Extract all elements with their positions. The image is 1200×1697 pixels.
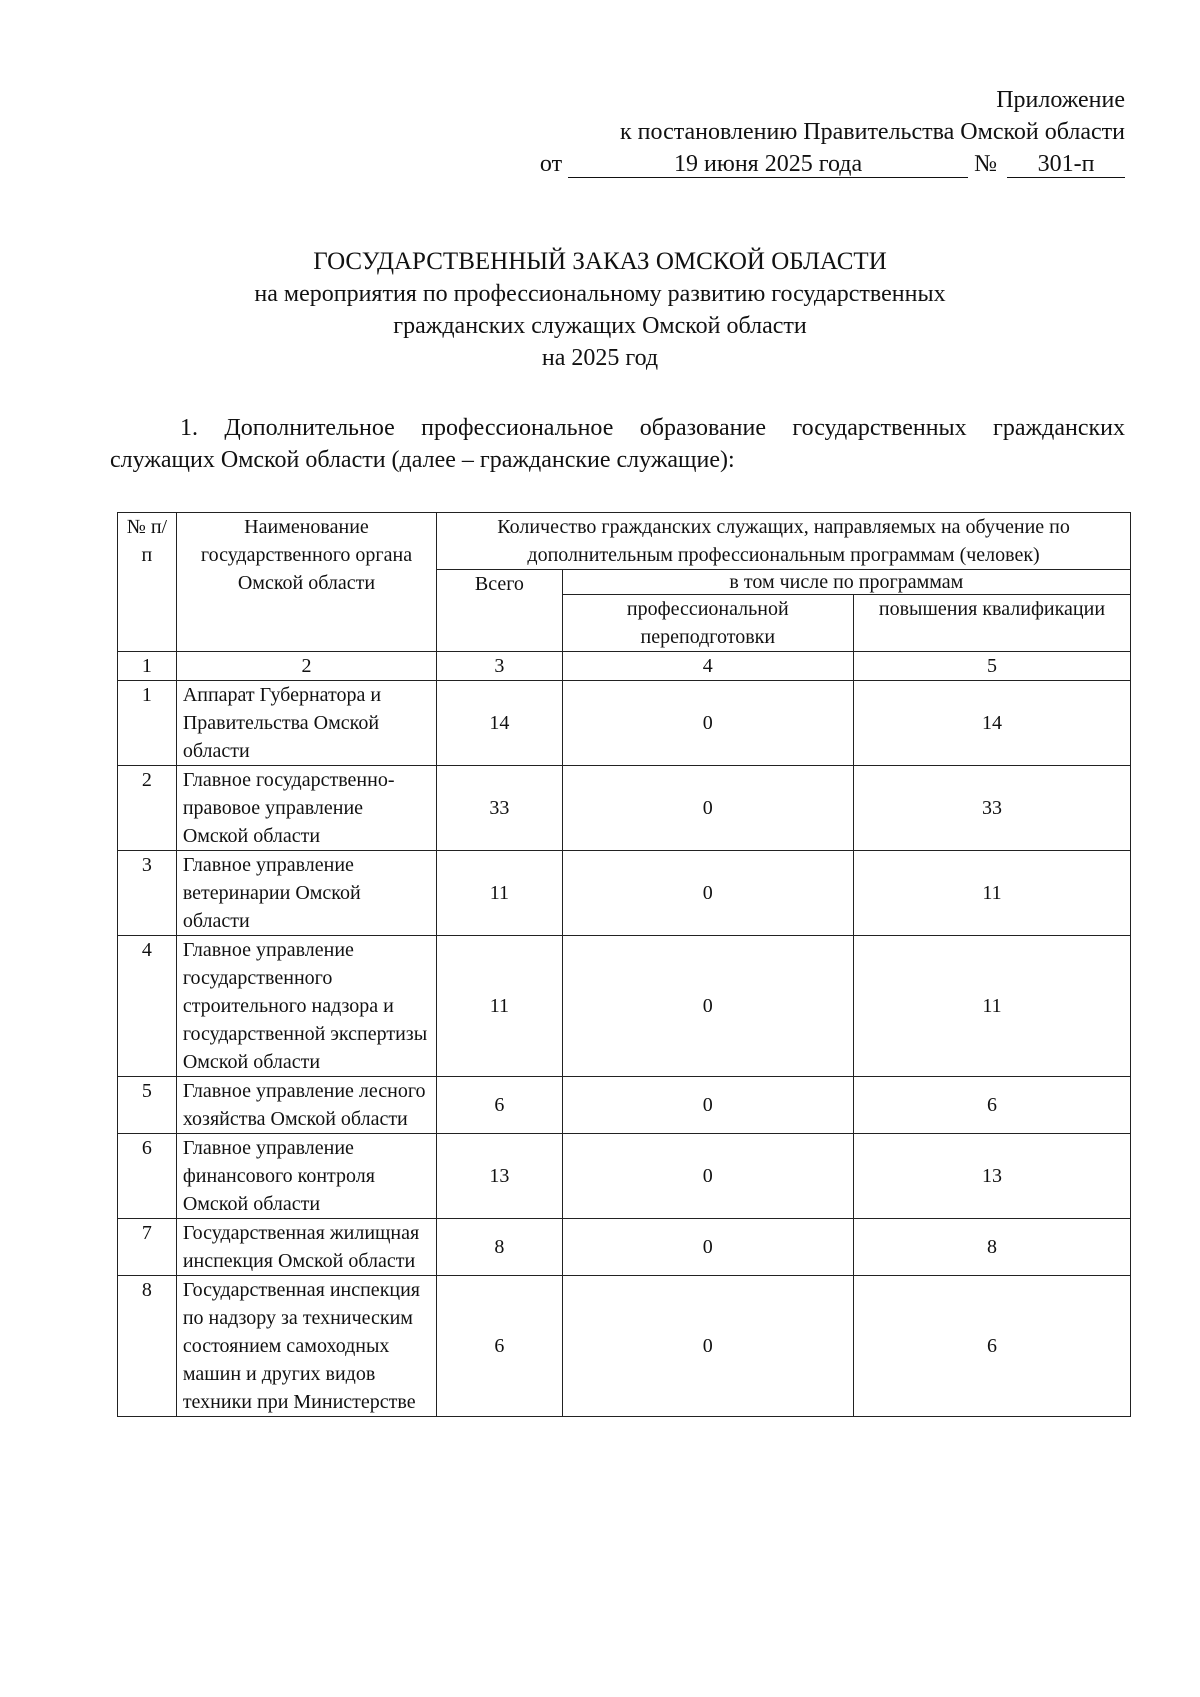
heading-title: ГОСУДАРСТВЕННЫЙ ЗАКАЗ ОМСКОЙ ОБЛАСТИ [313, 248, 887, 275]
table-row [118, 681, 1131, 766]
row-retraining: 0 [562, 1276, 853, 1417]
number-label: № [974, 151, 997, 177]
header-name: Наименование государственного органа Омской области [176, 513, 436, 652]
table-row [118, 1077, 1131, 1134]
annex-title: Приложение [996, 87, 1125, 113]
row-retraining: 0 [562, 1134, 853, 1219]
row-total: 8 [437, 1219, 563, 1276]
annex-reference: к постановлению Правительства Омской области [619, 119, 1125, 145]
row-qualification: 6 [853, 1077, 1130, 1134]
row-number: 8 [118, 1276, 177, 1417]
document-heading [0, 246, 1200, 374]
row-qualification: 6 [853, 1276, 1130, 1417]
heading-year: на 2025 год [541, 345, 659, 371]
row-retraining: 0 [562, 766, 853, 851]
column-index: 1 [118, 652, 177, 681]
row-total: 11 [437, 936, 563, 1077]
column-index-row [118, 652, 1131, 681]
header-total: Всего [437, 570, 563, 652]
row-total: 11 [437, 851, 563, 936]
header-retraining: профессиональной переподготовки [562, 595, 853, 652]
row-qualification: 11 [853, 936, 1130, 1077]
row-name: Главное управление ветеринарии Омской области [176, 851, 436, 936]
heading-subtitle-2: гражданских служащих Омской области [393, 313, 807, 339]
row-name: Государственная инспекция по надзору за техническим состоянием самоходных машин и других видов техники при Министерстве [176, 1276, 436, 1417]
row-total: 14 [437, 681, 563, 766]
row-number: 6 [118, 1134, 177, 1219]
table-row [118, 936, 1131, 1077]
row-retraining: 0 [562, 851, 853, 936]
row-retraining: 0 [562, 1219, 853, 1276]
row-total: 6 [437, 1077, 563, 1134]
row-name: Главное управление государственного строительного надзора и государственной экспертизы Омской области [176, 936, 436, 1077]
training-table [117, 512, 1131, 1417]
row-total: 33 [437, 766, 563, 851]
row-name: Аппарат Губернатора и Правительства Омской области [176, 681, 436, 766]
column-index: 3 [437, 652, 563, 681]
header-qualification: повышения квалификации [853, 595, 1130, 652]
row-number: 3 [118, 851, 177, 936]
row-retraining: 0 [562, 936, 853, 1077]
resolution-date: 19 июня 2025 года [568, 151, 968, 178]
header-including: в том числе по программам [562, 570, 1130, 595]
row-qualification: 33 [853, 766, 1130, 851]
row-qualification: 8 [853, 1219, 1130, 1276]
row-total: 13 [437, 1134, 563, 1219]
resolution-number: 301-п [1007, 151, 1125, 178]
row-qualification: 14 [853, 681, 1130, 766]
row-qualification: 13 [853, 1134, 1130, 1219]
section-paragraph: 1. Дополнительное профессиональное образование государственных гражданских служащих Омской области (далее – гражданские служащие): [110, 415, 1125, 473]
table-row [118, 1276, 1131, 1417]
table-row [118, 766, 1131, 851]
from-label: от [539, 151, 563, 177]
table-row [118, 1219, 1131, 1276]
row-name: Главное государственно-правовое управление Омской области [176, 766, 436, 851]
table-row [118, 851, 1131, 936]
header-count: Количество гражданских служащих, направляемых на обучение по дополнительным профессиональным программам (человек) [437, 513, 1131, 570]
header-no: № п/п [118, 513, 177, 652]
row-name: Главное управление лесного хозяйства Омской области [176, 1077, 436, 1134]
column-index: 4 [562, 652, 853, 681]
row-total: 6 [437, 1276, 563, 1417]
table-row [118, 1134, 1131, 1219]
column-index: 5 [853, 652, 1130, 681]
column-index: 2 [176, 652, 436, 681]
row-number: 4 [118, 936, 177, 1077]
annex-header [540, 84, 1125, 180]
row-retraining: 0 [562, 681, 853, 766]
row-name: Главное управление финансового контроля Омской области [176, 1134, 436, 1219]
annex-date-line [540, 148, 1125, 180]
row-number: 2 [118, 766, 177, 851]
row-retraining: 0 [562, 1077, 853, 1134]
row-qualification: 11 [853, 851, 1130, 936]
row-number: 1 [118, 681, 177, 766]
row-name: Государственная жилищная инспекция Омской области [176, 1219, 436, 1276]
row-number: 7 [118, 1219, 177, 1276]
heading-subtitle-1: на мероприятия по профессиональному развитию государственных [254, 281, 946, 307]
row-number: 5 [118, 1077, 177, 1134]
